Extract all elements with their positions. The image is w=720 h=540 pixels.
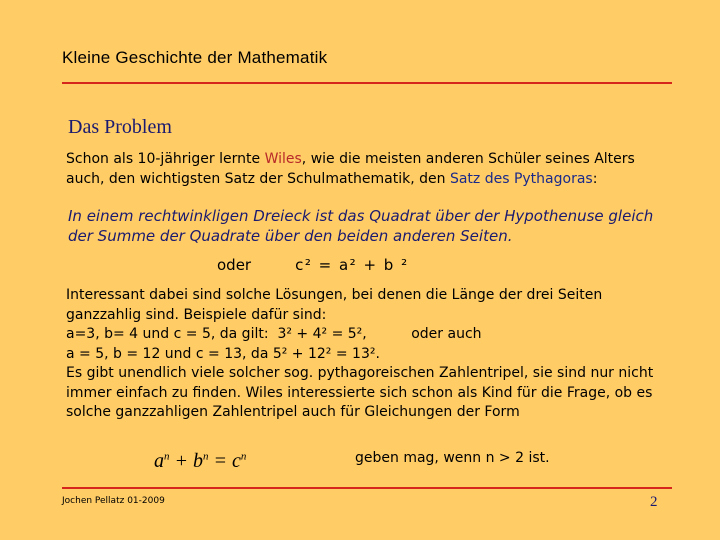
fermat-plus: + xyxy=(169,450,193,472)
slide-title: Kleine Geschichte der Mathematik xyxy=(62,48,328,67)
intro-text-1: Schon als 10-jähriger lernte xyxy=(66,151,265,167)
body-line-2: a=3, b= 4 und c = 5, da gilt: 3² + 4² = 5², oder auch xyxy=(66,326,482,342)
fermat-b: b xyxy=(193,450,203,472)
theorem-statement xyxy=(68,206,668,246)
page-number: 2 xyxy=(650,494,658,510)
body-line-1: Interessant dabei sind solche Lösungen, bei denen die Länge der drei Seiten ganzzahlig sind. Beispiele dafür sind: xyxy=(66,287,603,323)
fermat-equals: = xyxy=(208,450,232,472)
footer-divider xyxy=(62,487,672,489)
intro-text-2: , wie die meisten anderen Schüler seines Alters auch, den wichtigsten Satz der Schulmathematik, den xyxy=(66,151,635,187)
body-line-3: a = 5, b = 12 und c = 13, da 5² + 12² = 13². xyxy=(66,345,380,362)
body-paragraph xyxy=(66,286,666,423)
fermat-exp-b: n xyxy=(203,450,209,463)
condition-text: geben mag, wenn n > 2 ist. xyxy=(355,450,550,466)
fermat-a: a xyxy=(154,450,164,472)
or-word: oder xyxy=(217,256,252,274)
title-divider xyxy=(62,82,672,84)
footer-author: Jochen Pellatz 01-2009 xyxy=(62,496,165,506)
fermat-exp-c: n xyxy=(240,450,247,463)
section-heading: Das Problem xyxy=(68,116,172,138)
intro-paragraph xyxy=(66,150,666,189)
pythagoras-equation: c² = a² + b ² xyxy=(295,256,409,274)
theorem-text: In einem rechtwinkligen Dreieck ist das Quadrat über der Hypothenuse gleich der Summe der Quadrate über den beiden anderen Seiten xyxy=(68,207,654,245)
fermat-equation xyxy=(154,450,246,473)
body-line-4: Es gibt unendlich viele solcher sog. pythagoreischen Zahlentripel, sie sind nur nicht immer einfach zu finden. Wiles interessierte sich schon als Kind für die Frage, ob es solche ganzzahligen Zahlentripel auch für Gleichungen der Form xyxy=(66,365,654,420)
theorem-name: Satz des Pythagoras xyxy=(449,170,593,187)
intro-text-3: : xyxy=(592,170,598,187)
pythagoras-formula xyxy=(217,256,409,274)
theorem-end: . xyxy=(507,227,513,245)
name-wiles: Wiles xyxy=(264,151,302,167)
fermat-exp-a: n xyxy=(164,450,170,463)
fermat-c: c xyxy=(232,450,241,472)
